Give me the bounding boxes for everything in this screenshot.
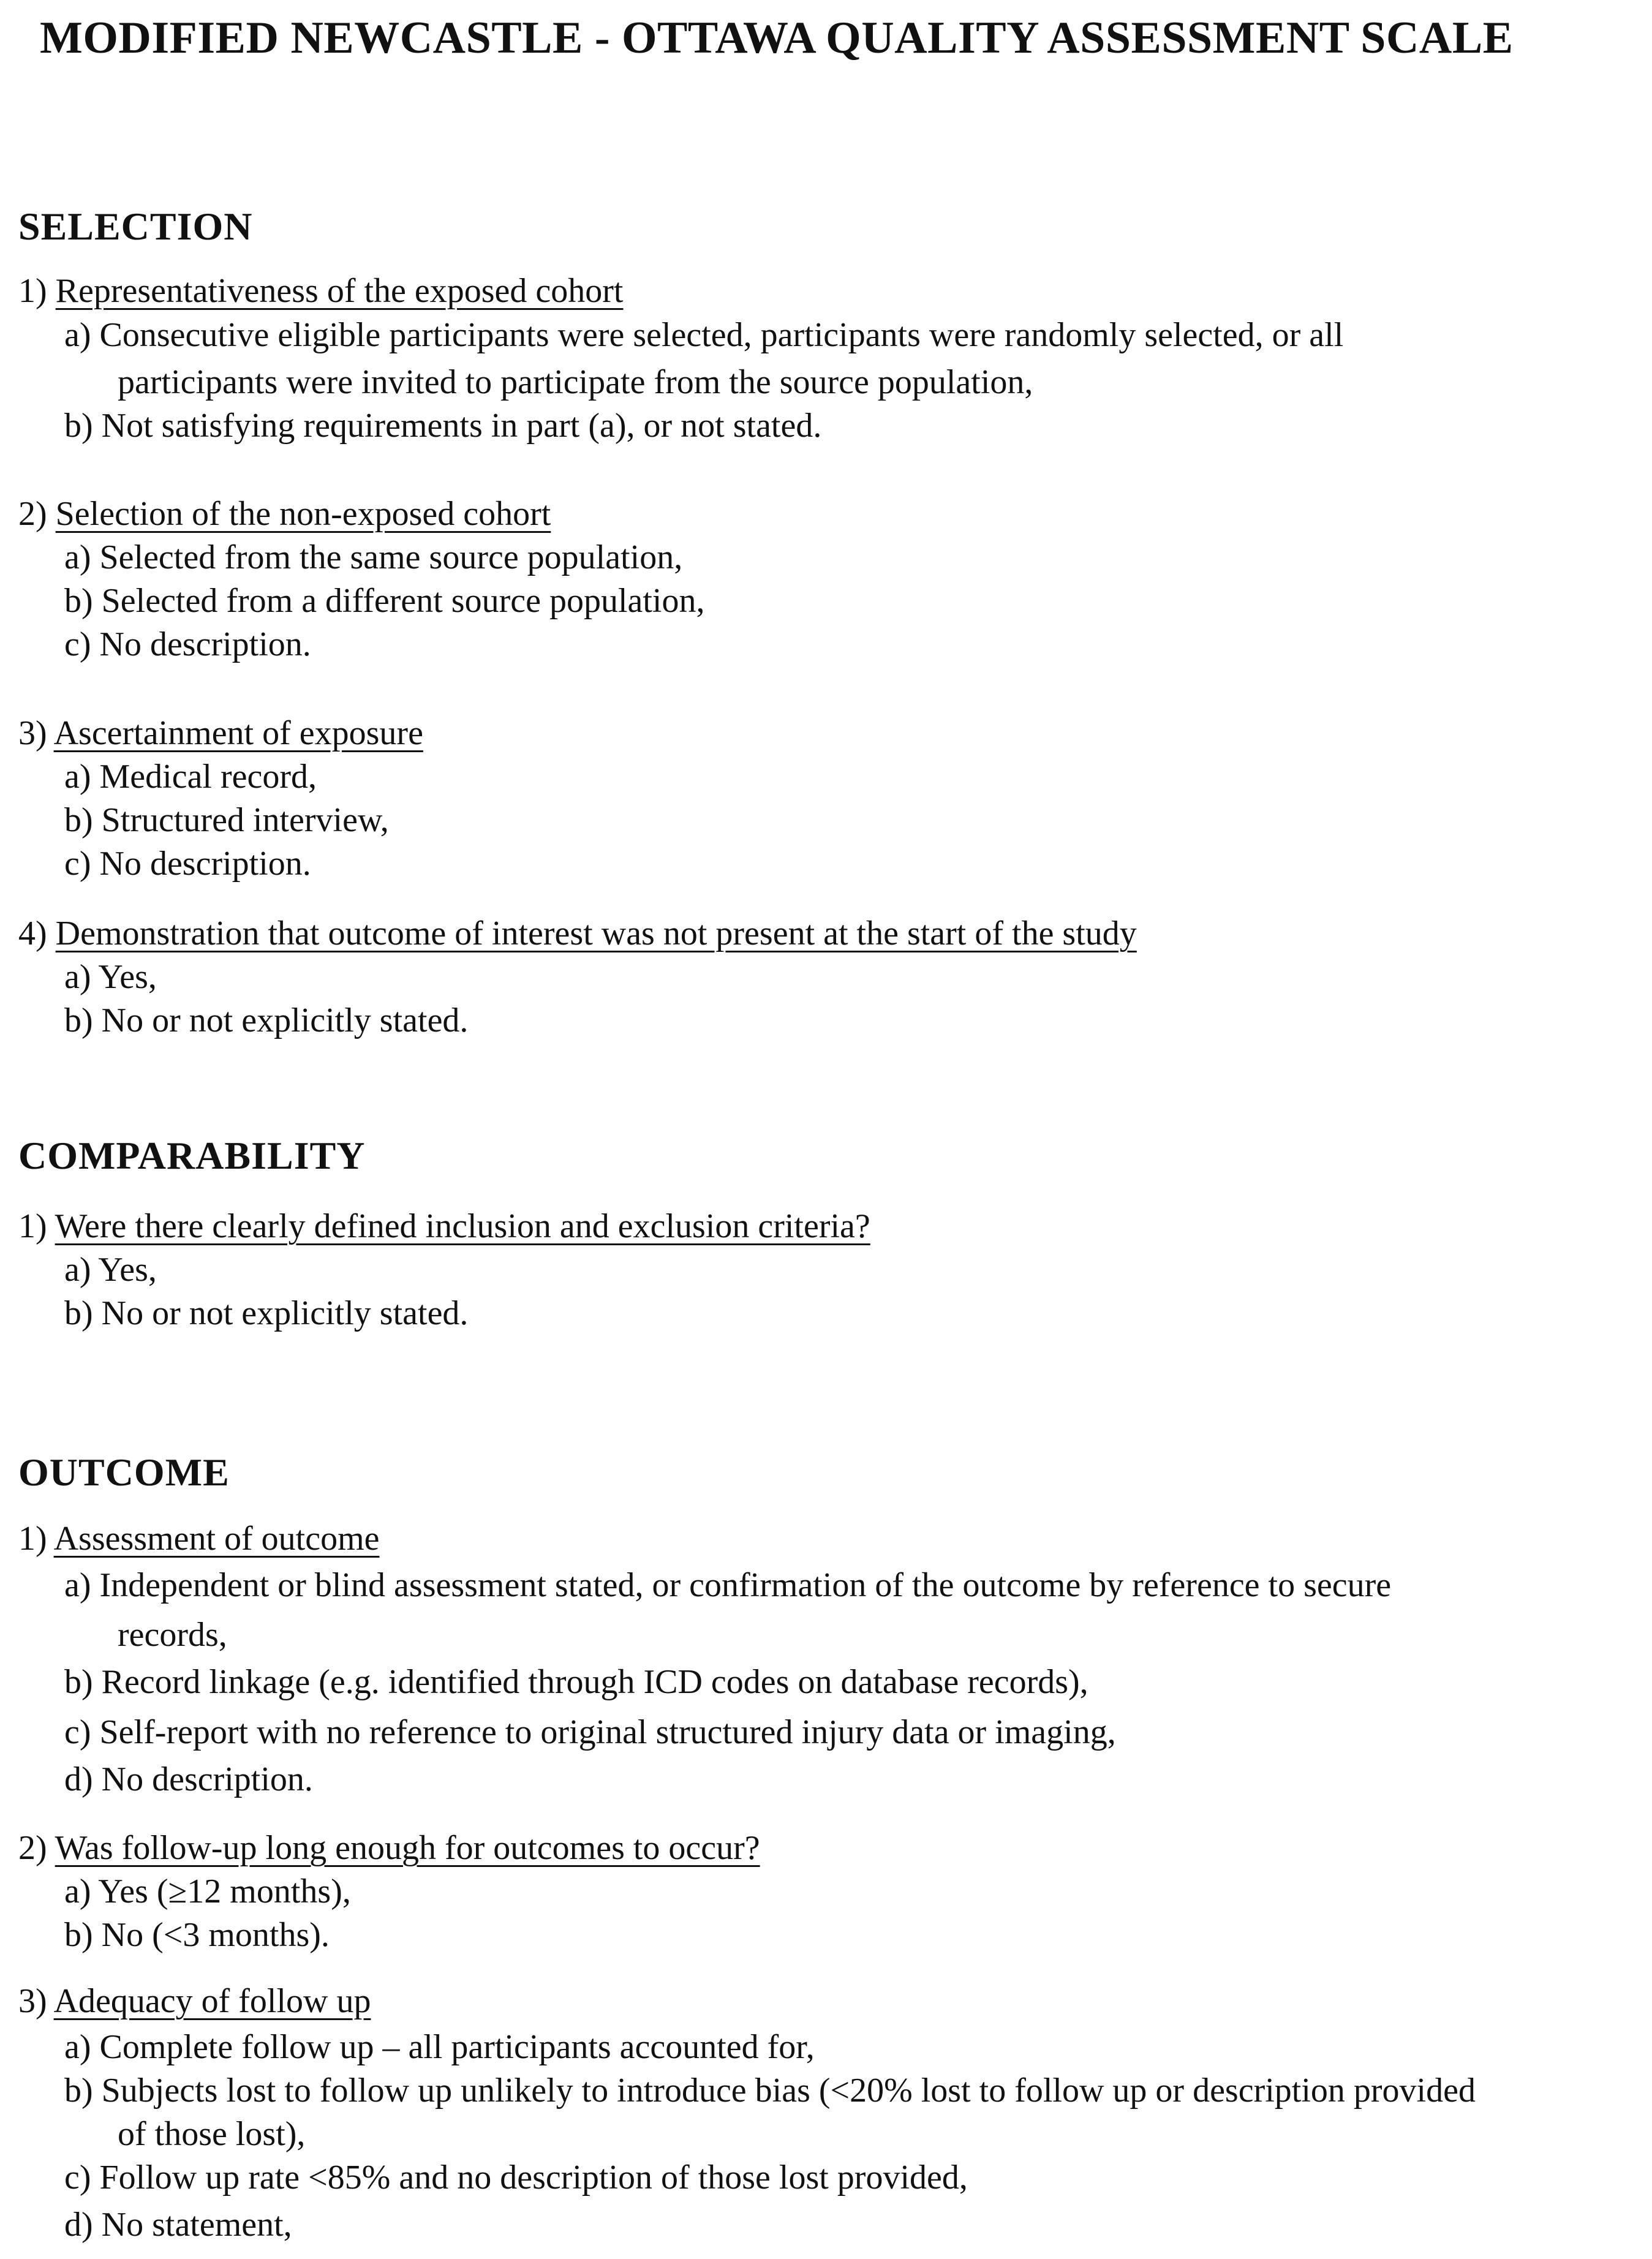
- selection-q3-option-a: a) Medical record,: [64, 758, 317, 796]
- question-number: 2): [18, 495, 47, 533]
- outcome-q2-option-b: b) No (<3 months).: [64, 1916, 330, 1954]
- question-number: 3): [18, 1982, 47, 2020]
- outcome-q3-option-a: a) Complete follow up – all participants accounted for,: [64, 2028, 815, 2066]
- outcome-question-1: [18, 1519, 380, 1558]
- question-text: Were there clearly defined inclusion and exclusion criteria?: [55, 1207, 870, 1245]
- question-number: 1): [18, 1207, 47, 1245]
- question-text: Adequacy of follow up: [53, 1982, 371, 2020]
- comparability-q1-option-a: a) Yes,: [64, 1251, 157, 1289]
- selection-q1-option-b: b) Not satisfying requirements in part (a), or not stated.: [64, 407, 822, 445]
- question-number: 1): [18, 1520, 47, 1558]
- question-text: Selection of the non-exposed cohort: [55, 495, 551, 533]
- outcome-q3-option-c: c) Follow up rate <85% and no description of those lost provided,: [64, 2159, 968, 2197]
- question-number: 3): [18, 714, 47, 752]
- selection-q1-option-a: a) Consecutive eligible participants were selected, participants were randomly selected, or all: [64, 316, 1344, 354]
- selection-q3-option-b: b) Structured interview,: [64, 801, 389, 839]
- outcome-question-3: [18, 1982, 371, 2021]
- question-text: Representativeness of the exposed cohort: [55, 272, 624, 310]
- selection-question-4: [18, 914, 1137, 953]
- outcome-q1-option-b: b) Record linkage (e.g. identified through ICD codes on database records),: [64, 1663, 1088, 1701]
- selection-q2-option-a: a) Selected from the same source population,: [64, 538, 683, 576]
- selection-q2-option-b: b) Selected from a different source population,: [64, 582, 705, 620]
- selection-q4-option-b: b) No or not explicitly stated.: [64, 1001, 469, 1039]
- selection-q3-option-c: c) No description.: [64, 845, 311, 883]
- section-heading-outcome: OUTCOME: [18, 1450, 230, 1494]
- outcome-question-2: [18, 1828, 760, 1868]
- selection-question-2: [18, 494, 551, 534]
- question-text: Demonstration that outcome of interest was not present at the start of the study: [55, 915, 1137, 952]
- comparability-question-1: [18, 1207, 870, 1246]
- selection-question-1: [18, 271, 623, 311]
- outcome-q2-option-a: a) Yes (≥12 months),: [64, 1872, 351, 1910]
- comparability-q1-option-b: b) No or not explicitly stated.: [64, 1294, 469, 1332]
- outcome-q3-option-b-cont: of those lost),: [118, 2115, 306, 2153]
- question-text: Assessment of outcome: [53, 1520, 380, 1558]
- selection-q2-option-c: c) No description.: [64, 625, 311, 663]
- outcome-q1-option-a-cont: records,: [118, 1616, 227, 1654]
- question-text: Ascertainment of exposure: [53, 714, 423, 752]
- outcome-q1-option-d: d) No description.: [64, 1760, 313, 1798]
- outcome-q3-option-d: d) No statement,: [64, 2206, 292, 2244]
- selection-q1-option-a-cont: participants were invited to participate from the source population,: [118, 363, 1033, 401]
- section-heading-comparability: COMPARABILITY: [18, 1134, 366, 1177]
- outcome-q1-option-c: c) Self-report with no reference to original structured injury data or imaging,: [64, 1713, 1116, 1751]
- outcome-q1-option-a: a) Independent or blind assessment stated, or confirmation of the outcome by reference to secure: [64, 1566, 1392, 1604]
- selection-q4-option-a: a) Yes,: [64, 958, 157, 996]
- selection-question-3: [18, 714, 423, 753]
- question-number: 2): [18, 1829, 47, 1867]
- question-text: Was follow-up long enough for outcomes to occur?: [55, 1829, 760, 1867]
- question-number: 4): [18, 915, 47, 952]
- outcome-q3-option-b: b) Subjects lost to follow up unlikely to introduce bias (<20% lost to follow up or description provided: [64, 2072, 1476, 2110]
- page-title: MODIFIED NEWCASTLE - OTTAWA QUALITY ASSESSMENT SCALE: [40, 13, 1514, 63]
- question-number: 1): [18, 272, 47, 310]
- section-heading-selection: SELECTION: [18, 205, 253, 248]
